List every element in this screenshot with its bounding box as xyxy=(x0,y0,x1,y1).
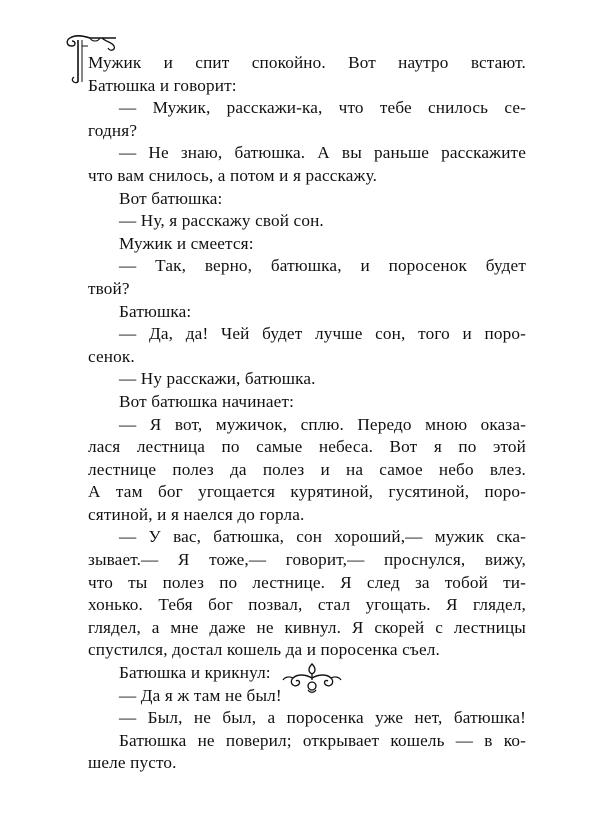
text-line: Батюшка: xyxy=(119,301,192,321)
text-line: Батюшка и говорит: xyxy=(88,75,237,95)
text-line: сятиной, и я наелся до горла. xyxy=(88,504,305,524)
text-line: — Да, да! Чей будет лучше сон, того и поро- xyxy=(119,324,526,344)
text-line: Мужик и смеется: xyxy=(119,233,254,253)
text-line: — Ну расскажи, батюшка. xyxy=(119,369,316,389)
text-line: спустился, достал кошель да и поросенка съел. xyxy=(88,640,440,660)
text-line: — Не знаю, батюшка. А вы раньше расскажите xyxy=(119,143,526,163)
text-line: — Был, не был, а поросенка уже нет, батюшка! xyxy=(119,708,526,728)
text-line: — Я вот, мужичок, сплю. Передо мною оказа- xyxy=(119,414,526,434)
text-line: А там бог угощается курятиной, гусятиной, поро- xyxy=(88,482,526,502)
text-line: глядел, а мне даже не кивнул. Я скорей с лестницы xyxy=(88,617,526,637)
text-line: зывает.— Я тоже,— говорит,— проснулся, вижу, xyxy=(88,550,526,570)
text-line: сенок. xyxy=(88,346,135,366)
text-line: Батюшка не поверил; открывает кошель — в ко- xyxy=(119,730,526,750)
text-line: Вот батюшка: xyxy=(119,188,223,208)
text-line: — Так, верно, батюшка, и поросенок будет xyxy=(119,256,526,276)
text-line: Батюшка и крикнул: xyxy=(119,663,271,683)
text-line: лася лестница по самые небеса. Вот я по этой xyxy=(88,437,526,457)
text-line: что вам снилось, а потом и я расскажу. xyxy=(88,165,378,185)
text-line: что ты полез по лестнице. Я след за тобой ти- xyxy=(88,572,526,592)
text-line: — Ну, я расскажу свой сон. xyxy=(119,211,324,231)
text-line: Мужик и спит спокойно. Вот наутро встают. xyxy=(88,53,526,72)
text-line: — Мужик, расскажи-ка, что тебе снилось се- xyxy=(119,98,526,118)
text-line: шеле пусто. xyxy=(88,753,177,773)
text-line: хонько. Тебя бог позвал, стал угощать. Я глядел, xyxy=(88,595,526,615)
text-line: Вот батюшка начинает: xyxy=(119,391,295,411)
text-line: лестнице полез да полез и на самое небо влез. xyxy=(88,459,526,479)
text-line: — Да я ж там не был! xyxy=(119,685,282,705)
text-line: — У вас, батюшка, сон хороший,— мужик ска- xyxy=(119,527,526,547)
tailpiece-vignette-ornament xyxy=(281,660,343,694)
text-line: годня? xyxy=(88,120,138,140)
text-line: твой? xyxy=(88,278,130,298)
